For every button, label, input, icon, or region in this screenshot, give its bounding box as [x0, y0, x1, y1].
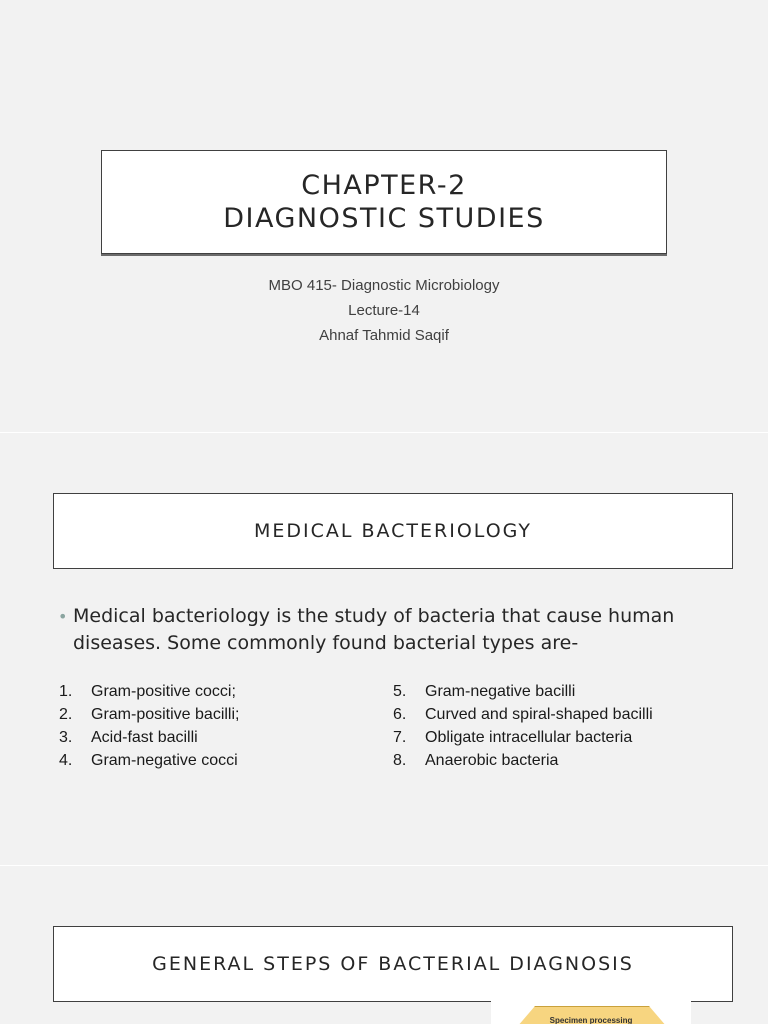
list-number: 1.: [59, 683, 73, 700]
list-text: Curved and spiral-shaped bacilli: [425, 706, 653, 723]
bullet-paragraph: [58, 603, 738, 657]
slide-diagnosis-steps: [0, 866, 768, 1024]
list-number: 4.: [59, 752, 73, 769]
list-item: [393, 680, 653, 703]
list-text: Gram-positive bacilli;: [91, 706, 240, 723]
lecture-info: [0, 273, 768, 348]
slide-medical-bacteriology: [0, 433, 768, 865]
section-title-box: [53, 493, 733, 569]
bacteria-list-right: [393, 680, 653, 772]
bullet-dot: •: [58, 607, 68, 626]
chapter-title-box: [101, 150, 667, 254]
lecture-number: Lecture-14: [348, 302, 420, 319]
section-title: MEDICAL BACTERIOLOGY: [253, 520, 533, 542]
author-name: Ahnaf Tahmid Saqif: [319, 327, 449, 344]
list-text: Gram-negative cocci: [91, 752, 238, 769]
bullet-text: Medical bacteriology is the study of bacteria that cause human diseases. Some commonly found bacterial types are-: [73, 605, 675, 654]
list-item: [393, 703, 653, 726]
list-text: Acid-fast bacilli: [91, 729, 198, 746]
list-item: [59, 703, 239, 726]
flowchart-image: [491, 1001, 691, 1024]
chapter-title: CHAPTER-2: [301, 170, 467, 201]
list-item: [59, 726, 239, 749]
list-number: 5.: [393, 683, 407, 700]
list-number: 3.: [59, 729, 73, 746]
section-title-box: [53, 926, 733, 1002]
list-number: 8.: [393, 752, 407, 769]
list-item: [59, 749, 239, 772]
list-item: [393, 749, 653, 772]
list-text: Anaerobic bacteria: [425, 752, 559, 769]
flowchart-step-label: Specimen processing: [549, 1016, 633, 1024]
slide-title: [0, 0, 768, 432]
course-name: MBO 415- Diagnostic Microbiology: [268, 277, 500, 294]
bacteria-list-left: [59, 680, 239, 772]
list-item: [393, 726, 653, 749]
list-number: 6.: [393, 706, 407, 723]
list-number: 7.: [393, 729, 407, 746]
list-text: Gram-negative bacilli: [425, 683, 576, 700]
list-number: 2.: [59, 706, 73, 723]
section-title: GENERAL STEPS OF BACTERIAL DIAGNOSIS: [152, 953, 634, 975]
list-text: Obligate intracellular bacteria: [425, 729, 633, 746]
list-text: Gram-positive cocci;: [91, 683, 236, 700]
list-item: [59, 680, 239, 703]
chapter-subtitle: DIAGNOSTIC STUDIES: [223, 203, 545, 234]
